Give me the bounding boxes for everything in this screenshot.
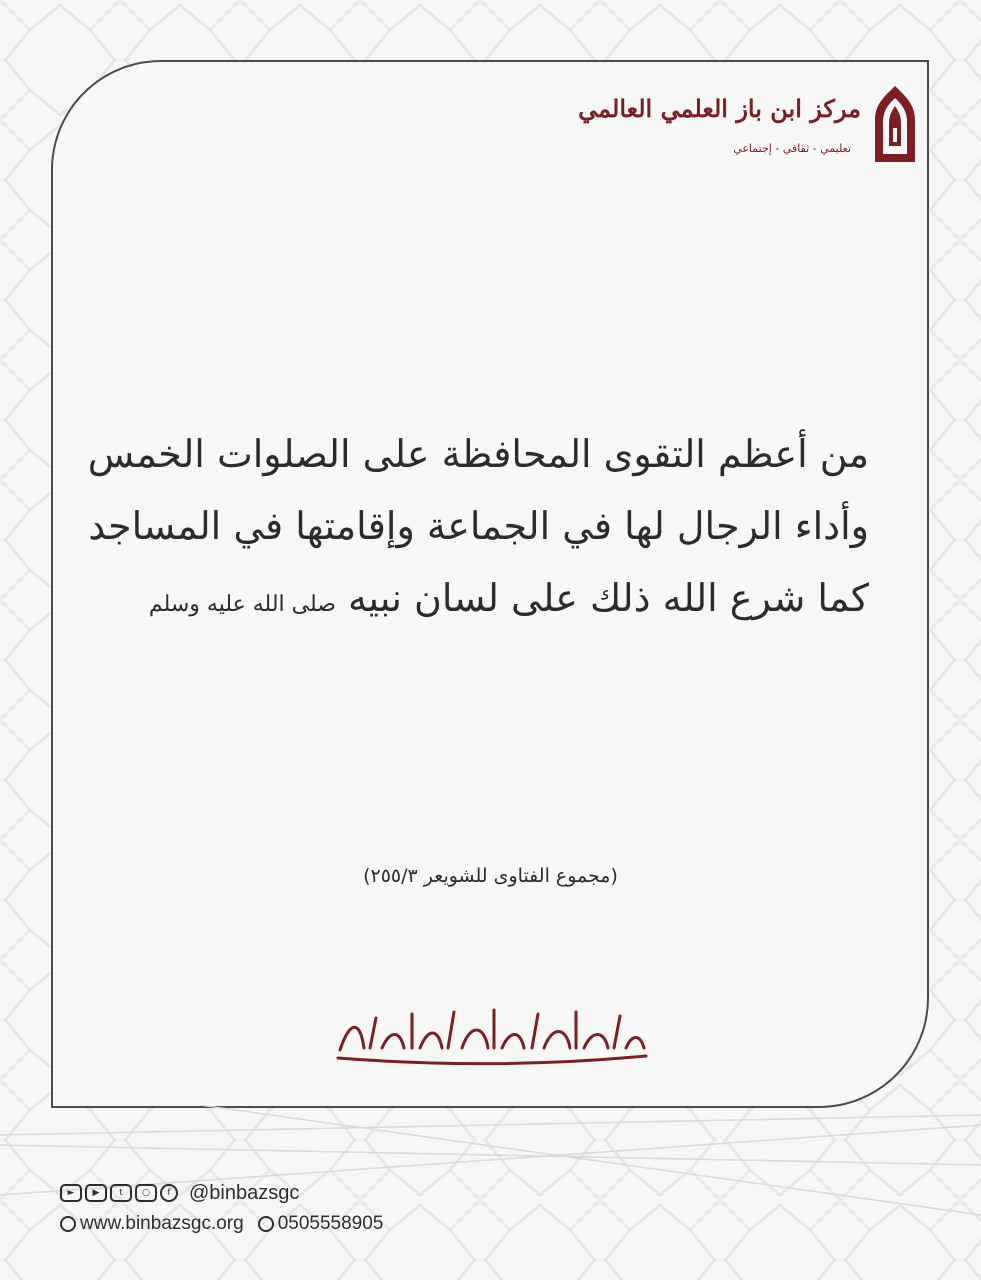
quote-line-2: وأداء الرجال لها في الجماعة وإقامتها في المساجد xyxy=(88,504,869,548)
phone-number[interactable]: 0505558905 xyxy=(277,1213,384,1234)
globe-icon xyxy=(60,1216,76,1232)
telegram-icon[interactable]: ► xyxy=(60,1184,82,1202)
quote-line-3 xyxy=(109,562,869,641)
youtube-icon[interactable]: ▶ xyxy=(85,1184,107,1202)
logo-tagline: تعليمي - ثقافي - إجتماعي xyxy=(733,142,851,155)
mosque-emblem-icon xyxy=(871,84,919,164)
logo-name: مركز ابن باز العلمي العالمي xyxy=(578,94,861,123)
contact-info xyxy=(60,1213,383,1235)
source-citation: (مجموع الفتاوى للشويعر ٢٥٥/٣) xyxy=(363,865,618,887)
quote-block xyxy=(87,418,869,641)
facebook-icon[interactable]: f xyxy=(160,1184,178,1202)
website-link[interactable]: www.binbazsgc.org xyxy=(80,1213,244,1234)
instagram-icon[interactable]: ○ xyxy=(135,1184,157,1202)
social-links xyxy=(60,1182,299,1204)
quote-line-3-main: كما شرع الله ذلك على لسان نبيه xyxy=(348,576,869,620)
social-handle[interactable]: @binbazsgc xyxy=(189,1181,300,1204)
signature-calligraphy xyxy=(320,1000,660,1070)
logo xyxy=(578,84,919,174)
whatsapp-icon xyxy=(258,1216,274,1232)
quote-honorific: صلى الله عليه وسلم xyxy=(148,592,336,617)
twitter-icon[interactable]: t xyxy=(110,1184,132,1202)
quote-line-1: من أعظم التقوى المحافظة على الصلوات الخمس xyxy=(87,432,869,476)
